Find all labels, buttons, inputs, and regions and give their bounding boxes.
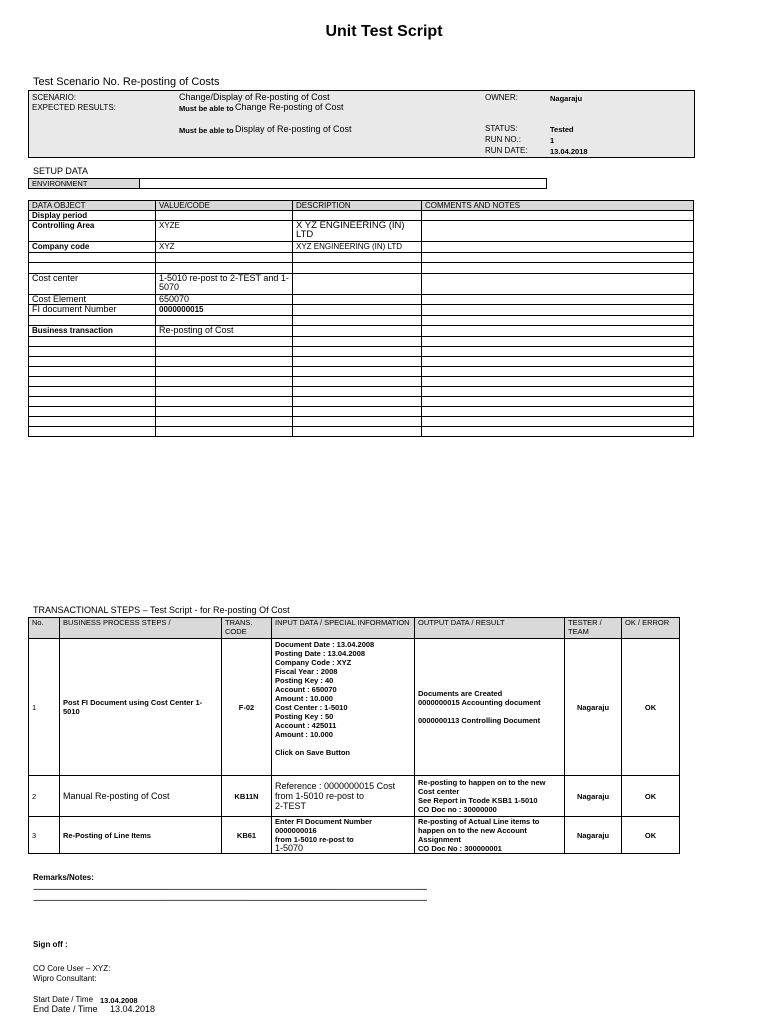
cell-step: Manual Re-posting of Cost: [60, 776, 222, 817]
cell-input: [272, 639, 415, 776]
input-line: Account : 425011: [275, 721, 337, 730]
cell-ok: OK: [622, 639, 680, 776]
table-row: [29, 817, 680, 854]
cell-input: [272, 776, 415, 817]
cell-comments: [422, 316, 694, 326]
owner-label: OWNER:: [485, 93, 518, 102]
run-date-label: RUN DATE:: [485, 146, 528, 155]
col-tester: TESTER / TEAM: [565, 618, 622, 639]
cell-no: 2: [29, 776, 60, 817]
input-line: [275, 739, 411, 748]
input-line: Reference : 0000000015 Cost: [275, 781, 396, 791]
cell-comments: [422, 295, 694, 305]
expected-results-label: EXPECTED RESULTS:: [32, 103, 116, 112]
cell-data-object: Business transaction: [29, 326, 156, 337]
cell-description: [293, 326, 422, 337]
input-line: Cost Center : 1-5010: [275, 703, 348, 712]
cell-no: 1: [29, 639, 60, 776]
col-trans-code: TRANS. CODE: [222, 618, 272, 639]
cell-data-object: [29, 316, 156, 326]
table-row: [29, 417, 694, 427]
cell-data-object: Cost Element: [29, 295, 156, 305]
cell-value: XYZ: [156, 242, 293, 253]
cell-comments: [422, 305, 694, 316]
expected-result-2: Display of Re-posting of Cost: [235, 124, 352, 134]
cell-tester: Nagaraju: [565, 817, 622, 854]
col-no: No.: [29, 618, 60, 639]
start-date-value: 13.04.2008: [100, 996, 138, 1005]
cell-description: [293, 263, 422, 274]
input-line: 1-5070: [275, 843, 304, 853]
environment-label: ENVIRONMENT: [29, 179, 140, 189]
input-line: Posting Key : 50: [275, 712, 334, 721]
input-line: Posting Key : 40: [275, 676, 334, 685]
table-row: [29, 326, 694, 337]
cell-output: [415, 776, 565, 817]
col-comments: COMMENTS AND NOTES: [422, 201, 694, 211]
table-row: [29, 316, 694, 326]
cell-data-object: Cost center: [29, 274, 156, 295]
environment-value: [140, 179, 547, 189]
cell-value: [156, 263, 293, 274]
table-row: [29, 776, 680, 817]
input-line: Enter FI Document Number 0000000016: [275, 817, 373, 835]
cell-data-object: Display period: [29, 211, 156, 221]
table-row: [29, 221, 694, 242]
output-line: See Report in Tcode KSB1 1-5010: [418, 796, 538, 805]
table-row: [29, 397, 694, 407]
co-core-user: CO Core User – XYZ:: [33, 964, 111, 973]
table-row: [29, 367, 694, 377]
cell-code: KB11N: [222, 776, 272, 817]
owner-value: Nagaraju: [550, 94, 583, 103]
table-row: [29, 347, 694, 357]
cell-comments: [422, 274, 694, 295]
steps-heading: TRANSACTIONAL STEPS – Test Script - for Re-posting Of Cost: [33, 605, 290, 615]
input-line: 2-TEST: [275, 801, 307, 811]
wipro-consultant: Wipro Consultant:: [33, 974, 97, 983]
cell-data-object: [29, 263, 156, 274]
cell-value: 1-5010 re-post to 2-TEST and 1-5070: [156, 274, 293, 295]
scenario-value: Change/Display of Re-posting of Cost: [179, 92, 330, 102]
table-row: [29, 274, 694, 295]
cell-comments: [422, 263, 694, 274]
cell-description: [293, 316, 422, 326]
cell-comments: [422, 221, 694, 242]
col-output-data: OUTPUT DATA / RESULT: [415, 618, 565, 639]
cell-data-object: FI document Number: [29, 305, 156, 316]
table-row: [29, 639, 680, 776]
cell-tester: Nagaraju: [565, 776, 622, 817]
must-prefix-2: Must be able to: [179, 126, 234, 135]
scenario-label: SCENARIO:: [32, 93, 77, 102]
cell-value: [156, 211, 293, 221]
cell-description: X YZ ENGINEERING (IN) LTD: [293, 221, 422, 242]
scenario-box: [28, 90, 695, 158]
sign-off-label: Sign off :: [33, 940, 68, 949]
cell-description: [293, 295, 422, 305]
cell-value: 0000000015: [156, 305, 293, 316]
table-row: [29, 253, 694, 263]
setup-heading: SETUP DATA: [33, 166, 89, 176]
cell-description: [293, 253, 422, 263]
cell-output: [415, 639, 565, 776]
output-line: Documents are Created: [418, 689, 503, 698]
cell-description: XYZ ENGINEERING (IN) LTD: [293, 242, 422, 253]
output-line: [418, 707, 561, 716]
scenario-heading: Test Scenario No. Re-posting of Costs: [33, 76, 220, 88]
cell-no: 3: [29, 817, 60, 854]
cell-code: KB61: [222, 817, 272, 854]
input-line: Amount : 10.000: [275, 694, 333, 703]
remarks-line-2: -----------------------------------------------------------------------------------------------------------------------------------------------------------------------------------------------------: [33, 895, 427, 905]
input-line: from 1-5010 re-post to: [275, 835, 354, 844]
table-row: [29, 377, 694, 387]
table-row: [29, 387, 694, 397]
cell-description: [293, 305, 422, 316]
setup-data-table: [28, 200, 694, 437]
input-line: Click on Save Button: [275, 748, 351, 757]
col-value-code: VALUE/CODE: [156, 201, 293, 211]
input-line: Document Date : 13.04.2008: [275, 640, 375, 649]
output-line: Re-posting to happen on to the new Cost center: [418, 778, 546, 796]
table-row: [29, 211, 694, 221]
cell-comments: [422, 211, 694, 221]
cell-value: XYZE: [156, 221, 293, 242]
steps-header-row: [29, 618, 680, 639]
col-data-object: DATA OBJECT: [29, 201, 156, 211]
cell-comments: [422, 242, 694, 253]
page-title: Unit Test Script: [325, 23, 443, 40]
output-line: CO Doc no : 30000000: [418, 805, 497, 814]
table-row: [29, 357, 694, 367]
transactional-steps-table: [28, 617, 680, 854]
cell-value: 650070: [156, 295, 293, 305]
table-row: [29, 427, 694, 437]
cell-description: [293, 211, 422, 221]
end-date-label: End Date / Time: [33, 1004, 98, 1014]
table-row: [29, 242, 694, 253]
cell-code: F-02: [222, 639, 272, 776]
output-line: 0000000015 Accounting document: [418, 698, 541, 707]
cell-ok: OK: [622, 817, 680, 854]
col-input-data: INPUT DATA / SPECIAL INFORMATION: [272, 618, 415, 639]
input-line: Company Code : XYZ: [275, 658, 352, 667]
end-date-value: 13.04.2018: [110, 1004, 156, 1014]
output-line: CO Doc No : 300000001: [418, 844, 502, 853]
cell-ok: OK: [622, 776, 680, 817]
input-line: Posting Date : 13.04.2008: [275, 649, 366, 658]
setup-header-row: [29, 201, 694, 211]
input-line: Amount : 10.000: [275, 730, 333, 739]
input-line: Account : 650070: [275, 685, 337, 694]
run-no-value: 1: [550, 136, 555, 145]
cell-data-object: Company code: [29, 242, 156, 253]
start-date-label: Start Date / Time: [33, 995, 94, 1004]
cell-description: [293, 274, 422, 295]
cell-value: [156, 316, 293, 326]
cell-value: Re-posting of Cost: [156, 326, 293, 337]
environment-table: [28, 178, 547, 189]
cell-input: [272, 817, 415, 854]
cell-value: [156, 253, 293, 263]
table-row: [29, 407, 694, 417]
cell-data-object: [29, 253, 156, 263]
table-row: [29, 305, 694, 316]
col-description: DESCRIPTION: [293, 201, 422, 211]
output-line: 0000000113 Controlling Document: [418, 716, 541, 725]
table-row: [29, 263, 694, 274]
cell-step: Post FI Document using Cost Center 1-5010: [60, 639, 222, 776]
cell-tester: Nagaraju: [565, 639, 622, 776]
cell-step: Re-Posting of Line Items: [60, 817, 222, 854]
cell-data-object: Controlling Area: [29, 221, 156, 242]
remarks-line-1: -----------------------------------------------------------------------------------------------------------------------------------------------------------------------------------------------------: [33, 884, 427, 894]
must-prefix-1: Must be able to: [179, 104, 234, 113]
cell-comments: [422, 253, 694, 263]
input-line: Fiscal Year : 2008: [275, 667, 338, 676]
run-date-value: 13.04.2018: [550, 147, 588, 156]
col-ok-error: OK / ERROR: [622, 618, 680, 639]
table-row: [29, 295, 694, 305]
cell-output: [415, 817, 565, 854]
cell-comments: [422, 326, 694, 337]
status-label: STATUS:: [485, 124, 518, 133]
output-line: Re-posting of Actual Line items to happen on to the new Account Assignment: [418, 817, 540, 844]
table-row: [29, 337, 694, 347]
input-line: from 1-5010 re-post to: [275, 791, 365, 801]
remarks-label: Remarks/Notes:: [33, 873, 94, 882]
status-value: Tested: [550, 125, 574, 134]
run-no-label: RUN NO.:: [485, 135, 521, 144]
col-business-step: BUSINESS PROCESS STEPS /: [60, 618, 222, 639]
expected-result-1: Change Re-posting of Cost: [235, 102, 344, 112]
